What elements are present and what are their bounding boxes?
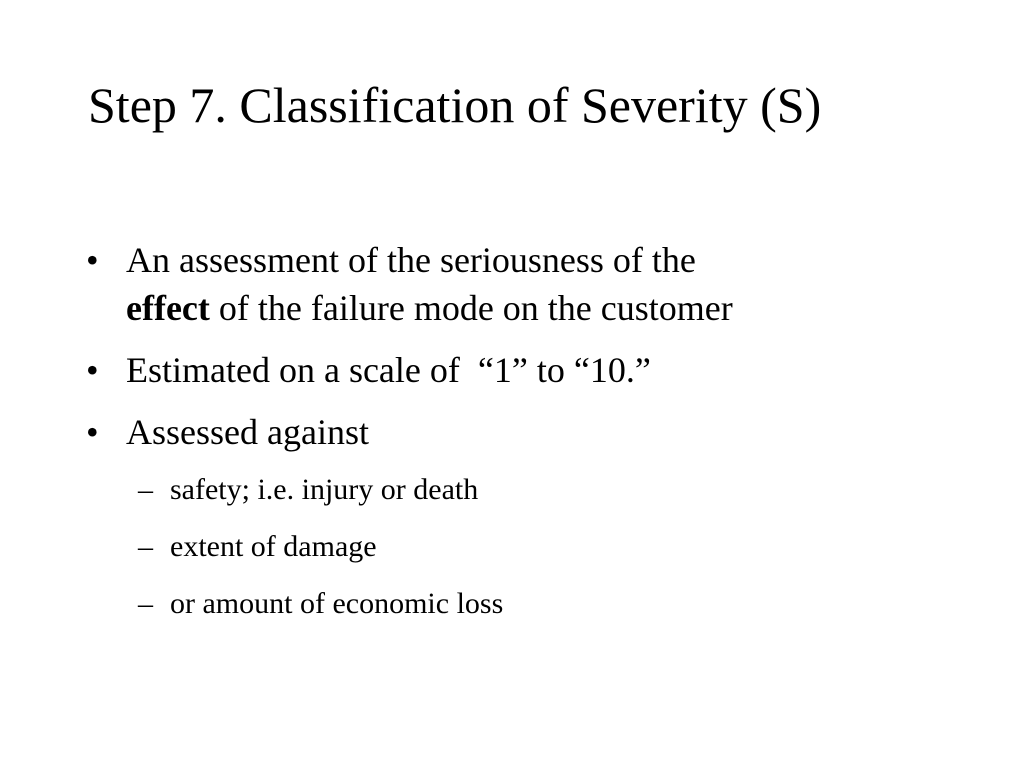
- bullet-emphasis: effect: [126, 288, 210, 328]
- sub-bullet-marker: –: [138, 473, 153, 506]
- bullet-marker: •: [86, 412, 99, 452]
- bullet-text: An assessment of the seriousness of the: [126, 240, 696, 280]
- sub-bullet-item: [86, 527, 986, 567]
- sub-bullet-list: [86, 470, 986, 624]
- bullet-list: [86, 236, 986, 641]
- bullet-item: [86, 346, 986, 394]
- bullet-item: [86, 236, 986, 332]
- bullet-text-continued: of the failure mode on the customer: [209, 288, 733, 328]
- sub-bullet-text: or amount of economic loss: [170, 587, 504, 620]
- sub-bullet-text: extent of damage: [170, 530, 377, 563]
- sub-bullet-marker: –: [138, 530, 153, 563]
- sub-bullet-text: safety; i.e. injury or death: [170, 473, 479, 506]
- sub-bullet-marker: –: [138, 587, 153, 620]
- bullet-text: Assessed against: [126, 412, 369, 452]
- sub-bullet-item: [86, 470, 986, 510]
- sub-bullet-item: [86, 584, 986, 624]
- bullet-item: [86, 408, 986, 456]
- bullet-text: Estimated on a scale of “1” to “10.”: [126, 350, 651, 390]
- bullet-marker: •: [86, 350, 99, 390]
- bullet-marker: •: [86, 240, 99, 280]
- slide-title: Step 7. Classification of Severity (S): [88, 77, 822, 133]
